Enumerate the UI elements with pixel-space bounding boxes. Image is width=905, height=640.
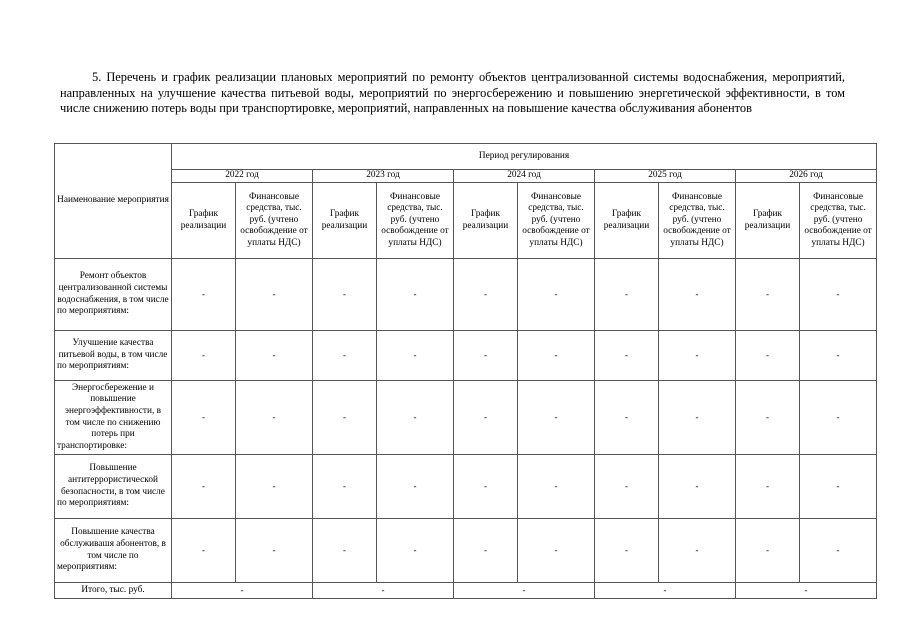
- finance-subheader: Финансовые средства, тыс. руб. (учтено освобождение от уплаты НДС): [377, 183, 454, 259]
- table-row: [55, 455, 877, 519]
- schedule-subheader: График реализации: [454, 183, 518, 259]
- row-name: Ремонт объектов централизованной системы водоснабжения, в том числе по мероприятиям:: [55, 259, 172, 331]
- table-cell: -: [377, 259, 454, 331]
- table-cell: -: [172, 455, 236, 519]
- table-cell: -: [313, 455, 377, 519]
- total-cell: -: [595, 583, 736, 599]
- table-cell: -: [800, 331, 877, 381]
- finance-subheader: Финансовые средства, тыс. руб. (учтено освобождение от уплаты НДС): [236, 183, 313, 259]
- name-column-header: Наименование мероприятия: [55, 144, 172, 259]
- section-heading: 5. Перечень и график реализации плановых мероприятий по ремонту объектов централизованной системы водоснабжения, мероприятий, направленных на улучшение качества питьевой воды, мероприятий по энергосбережению и повышению энергетической эффективности, в том числе снижению потерь воды при транспортировке, мероприятий, направленных на повышение качества обслуживания абонентов: [60, 70, 845, 115]
- table-cell: -: [659, 381, 736, 455]
- table-cell: -: [454, 381, 518, 455]
- table-row: [55, 519, 877, 583]
- table-cell: -: [172, 259, 236, 331]
- schedule-subheader: График реализации: [313, 183, 377, 259]
- table-cell: -: [236, 381, 313, 455]
- table-cell: -: [172, 331, 236, 381]
- table-cell: -: [800, 381, 877, 455]
- table-cell: -: [518, 455, 595, 519]
- year-header: 2026 год: [736, 170, 877, 183]
- finance-subheader: Финансовые средства, тыс. руб. (учтено освобождение от уплаты НДС): [659, 183, 736, 259]
- table-cell: -: [736, 381, 800, 455]
- table-cell: -: [236, 259, 313, 331]
- table-cell: -: [659, 331, 736, 381]
- table-cell: -: [595, 519, 659, 583]
- table-cell: -: [313, 331, 377, 381]
- table-cell: -: [313, 519, 377, 583]
- table-cell: -: [736, 259, 800, 331]
- table-cell: -: [377, 455, 454, 519]
- table-cell: -: [454, 259, 518, 331]
- table-cell: -: [236, 455, 313, 519]
- table-cell: -: [454, 455, 518, 519]
- row-name: Улучшение качества питьевой воды, в том числе по мероприятиям:: [55, 331, 172, 381]
- total-label: Итого, тыс. руб.: [55, 583, 172, 599]
- table-cell: -: [236, 519, 313, 583]
- table-cell: -: [659, 455, 736, 519]
- table-cell: -: [736, 455, 800, 519]
- table-cell: -: [454, 331, 518, 381]
- table-cell: -: [518, 519, 595, 583]
- finance-subheader: Финансовые средства, тыс. руб. (учтено освобождение от уплаты НДС): [800, 183, 877, 259]
- table-cell: -: [518, 259, 595, 331]
- total-cell: -: [736, 583, 877, 599]
- table-cell: -: [736, 331, 800, 381]
- year-header: 2025 год: [595, 170, 736, 183]
- table-cell: -: [377, 519, 454, 583]
- table-row: [55, 331, 877, 381]
- total-cell: -: [454, 583, 595, 599]
- table-cell: -: [659, 519, 736, 583]
- table-cell: -: [595, 455, 659, 519]
- year-header: 2024 год: [454, 170, 595, 183]
- table-cell: -: [377, 331, 454, 381]
- period-header: Период регулирования: [172, 144, 877, 170]
- table-cell: -: [800, 259, 877, 331]
- table-cell: -: [377, 381, 454, 455]
- year-header: 2023 год: [313, 170, 454, 183]
- table-cell: -: [595, 331, 659, 381]
- row-name: Энергосбережение и повышение энергоэффективности, в том числе по снижению потерь при транспортировке:: [55, 381, 172, 455]
- table-cell: -: [595, 259, 659, 331]
- table-row: [55, 381, 877, 455]
- table-cell: -: [454, 519, 518, 583]
- table-cell: -: [518, 381, 595, 455]
- table-cell: -: [800, 455, 877, 519]
- table-cell: -: [736, 519, 800, 583]
- table-cell: -: [313, 381, 377, 455]
- row-name: Повышение качества обслуживашя абонентов, в том числе по мероприятиям:: [55, 519, 172, 583]
- table-cell: -: [172, 381, 236, 455]
- activities-table: [54, 143, 877, 599]
- row-name: Повышение антитеррористической безопасности, в том числе по мероприятиям:: [55, 455, 172, 519]
- schedule-subheader: График реализации: [736, 183, 800, 259]
- total-row: [55, 583, 877, 599]
- table-cell: -: [518, 331, 595, 381]
- table-cell: -: [236, 331, 313, 381]
- schedule-subheader: График реализации: [172, 183, 236, 259]
- schedule-subheader: График реализации: [595, 183, 659, 259]
- table-cell: -: [172, 519, 236, 583]
- table-cell: -: [595, 381, 659, 455]
- year-header: 2022 год: [172, 170, 313, 183]
- table-cell: -: [800, 519, 877, 583]
- table-cell: -: [313, 259, 377, 331]
- table-cell: -: [659, 259, 736, 331]
- finance-subheader: Финансовые средства, тыс. руб. (учтено освобождение от уплаты НДС): [518, 183, 595, 259]
- total-cell: -: [313, 583, 454, 599]
- total-cell: -: [172, 583, 313, 599]
- table-row: [55, 259, 877, 331]
